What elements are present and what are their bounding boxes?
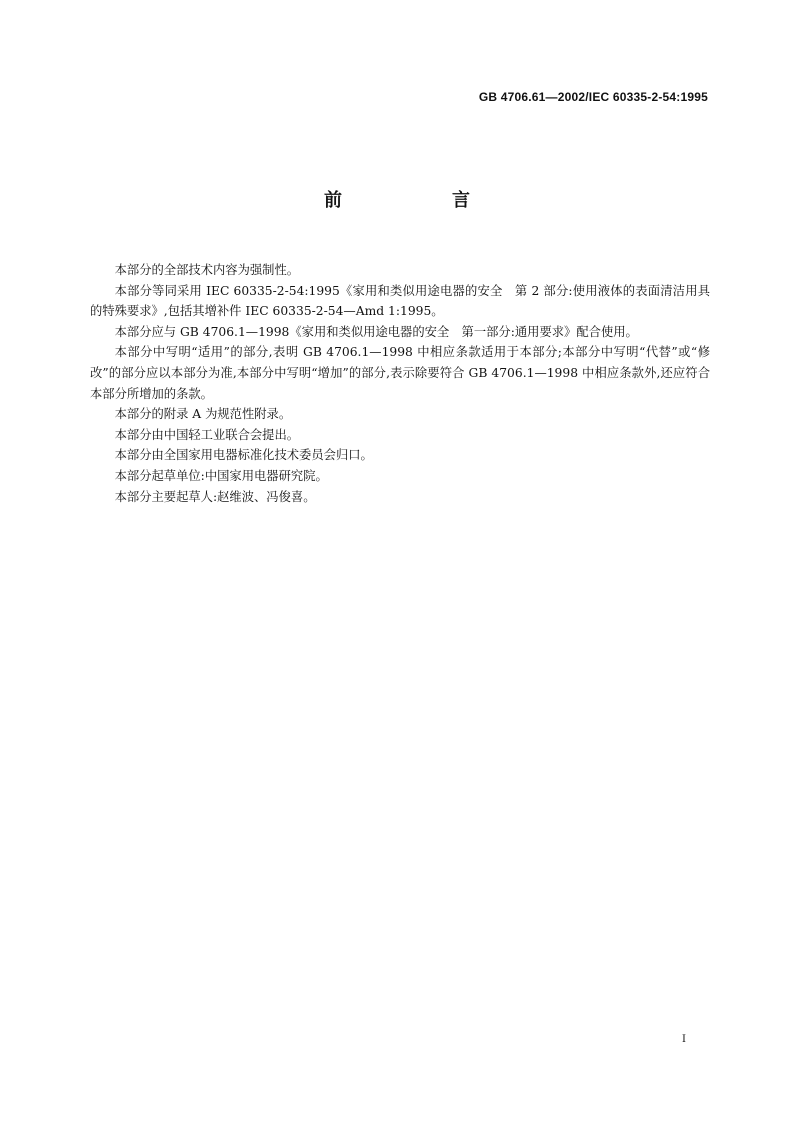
standard-code-header: GB 4706.61—2002/IEC 60335-2-54:1995	[478, 90, 708, 104]
paragraph-drafters: 本部分主要起草人:赵维波、冯俊喜。	[114, 489, 316, 504]
paragraph-adoption: 本部分等同采用 IEC 60335-2-54:1995《家用和类似用途电器的安全 第 2 部分:使用液体的表面清洁用具的特殊要求》,包括其增补件 IEC 60335-2-54—Amd 1:1995。	[90, 283, 710, 319]
paragraph-managed-by: 本部分由全国家用电器标准化技术委员会归口。	[114, 448, 373, 463]
page-number: I	[682, 1034, 686, 1045]
document-body	[90, 260, 710, 507]
paragraph-appendix: 本部分的附录 A 为规范性附录。	[114, 407, 292, 422]
paragraph-drafting-unit: 本部分起草单位:中国家用电器研究院。	[114, 468, 328, 483]
paragraph-mandatory: 本部分的全部技术内容为强制性。	[114, 263, 300, 277]
paragraph-usage: 本部分应与 GB 4706.1—1998《家用和类似用途电器的安全 第一部分:通用要求》配合使用。	[114, 324, 638, 339]
paragraph-proposed-by: 本部分由中国轻工业联合会提出。	[114, 427, 300, 442]
page-title: 前 言	[324, 190, 516, 211]
paragraph-applicability: 本部分中写明“适用”的部分,表明 GB 4706.1—1998 中相应条款适用于本部分;本部分中写明“代替”或“修改”的部分应以本部分为准,本部分中写明“增加”的部分,表示除要符合 GB 4706.1—1998 中相应条款外,还应符合本部分所增加的条款。	[90, 345, 710, 401]
